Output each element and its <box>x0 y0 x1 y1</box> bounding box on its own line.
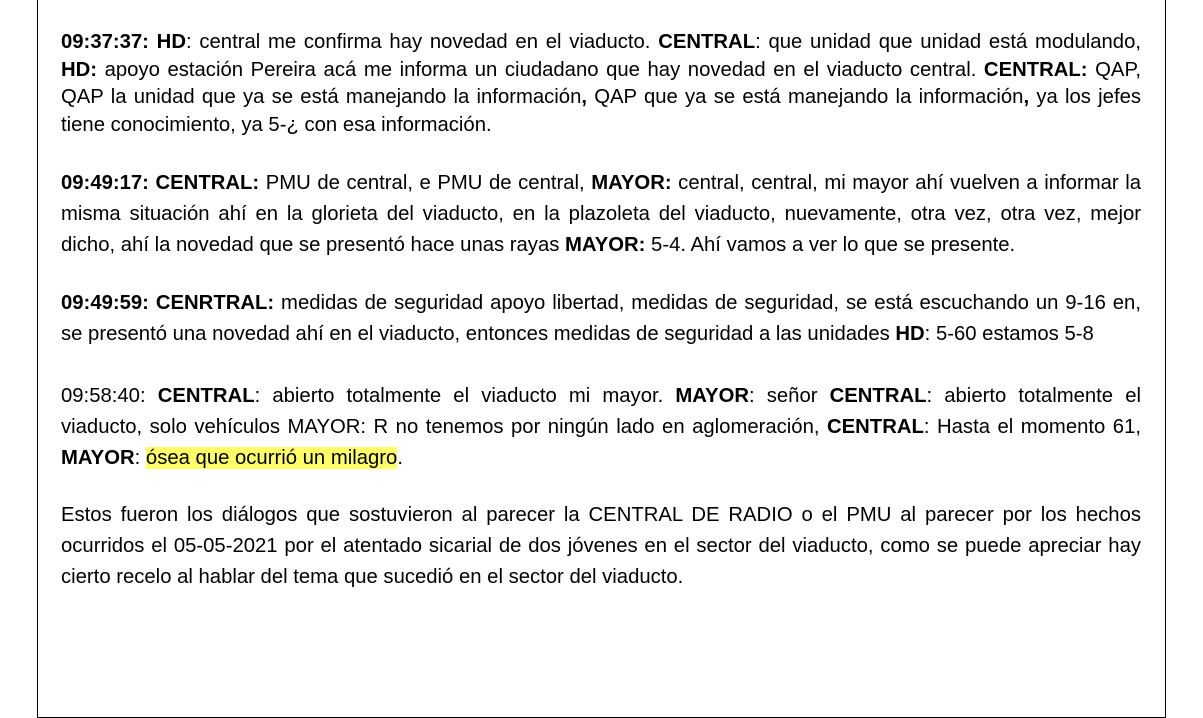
speaker-label: CENTRAL <box>829 384 927 407</box>
transcript-paragraph-1 <box>61 29 1141 139</box>
dialogue-text: : abierto totalmente el viaducto mi mayor. <box>254 384 676 407</box>
speaker-label: MAYOR <box>61 446 135 469</box>
speaker-label: CENTRAL <box>826 415 924 438</box>
dialogue-text: : señor <box>749 384 830 407</box>
transcript-paragraph-3 <box>61 288 1141 351</box>
dialogue-text: ya los jefes tiene conocimiento, ya 5-¿ con esa información. <box>61 86 1142 136</box>
dialogue-text: . <box>397 446 403 469</box>
dialogue-text: : abierto totalmente el viaducto, solo vehículos MAYOR: R no tenemos por ningún lado en aglomeración, <box>61 384 1141 438</box>
transcript-paragraph-4 <box>61 381 1141 474</box>
speaker-label: CENTRAL <box>658 31 756 53</box>
speaker-label: MAYOR <box>675 384 749 407</box>
speaker-label: 09:49:17: CENTRAL: <box>61 172 260 195</box>
speaker-label: HD <box>895 323 925 346</box>
dialogue-text: QAP, QAP la unidad que ya se está manejando la información <box>61 58 1142 109</box>
speaker-label: CENTRAL: <box>983 58 1088 81</box>
highlighted-text: ósea que ocurrió un milagro <box>145 446 398 469</box>
speaker-label: 09:37:37: HD <box>61 31 186 53</box>
speaker-label: MAYOR: <box>565 233 646 256</box>
timestamp: 09:58:40: <box>61 384 158 407</box>
dialogue-text: QAP que ya se está manejando la información <box>587 86 1024 109</box>
speaker-label: MAYOR: <box>591 172 672 195</box>
transcript-body <box>61 29 1141 593</box>
transcript-paragraph-2 <box>61 168 1141 260</box>
dialogue-text: central, central, mi mayor ahí vuelven a informar la misma situación ahí en la glorieta del viaducto, en la plazoleta del viaducto, nuevamente, otra vez, otra vez, mejor dicho, ahí la novedad que se presentó hace unas rayas <box>61 172 1141 256</box>
dialogue-text: : 5-60 estamos 5-8 <box>924 323 1094 346</box>
speaker-label: 09:49:59: CENRTRAL: <box>61 291 275 314</box>
dialogue-text: : <box>134 446 146 469</box>
dialogue-text: : Hasta el momento 61, <box>923 415 1141 438</box>
speaker-label: CENTRAL <box>157 384 255 407</box>
bold-punctuation: , <box>1023 86 1030 109</box>
speaker-label: HD: <box>61 58 98 81</box>
dialogue-text: PMU de central, e PMU de central, <box>259 172 592 195</box>
dialogue-text: : central me confirma hay novedad en el viaducto. <box>185 31 659 53</box>
dialogue-text: medidas de seguridad apoyo libertad, medidas de seguridad, se está escuchando un 9-16 en, se presentó una novedad ahí en el viaducto, entonces medidas de seguridad a las unidades <box>61 291 1141 346</box>
bold-punctuation: , <box>581 86 587 109</box>
dialogue-text: apoyo estación Pereira acá me informa un ciudadano que hay novedad en el viaducto central. <box>97 58 984 81</box>
dialogue-text: 5-4. Ahí vamos a ver lo que se presente. <box>645 233 1016 256</box>
summary-paragraph: Estos fueron los diálogos que sostuvieron al parecer la CENTRAL DE RADIO o el PMU al parecer por los hechos ocurridos el 05-05-2021 por el atentado sicarial de dos jóvenes en el sector del viaducto, como se puede apreciar hay cierto recelo al hablar del tema que sucedió en el sector del viaducto. <box>61 503 1141 588</box>
dialogue-text: : que unidad que unidad está modulando, <box>755 31 1141 53</box>
